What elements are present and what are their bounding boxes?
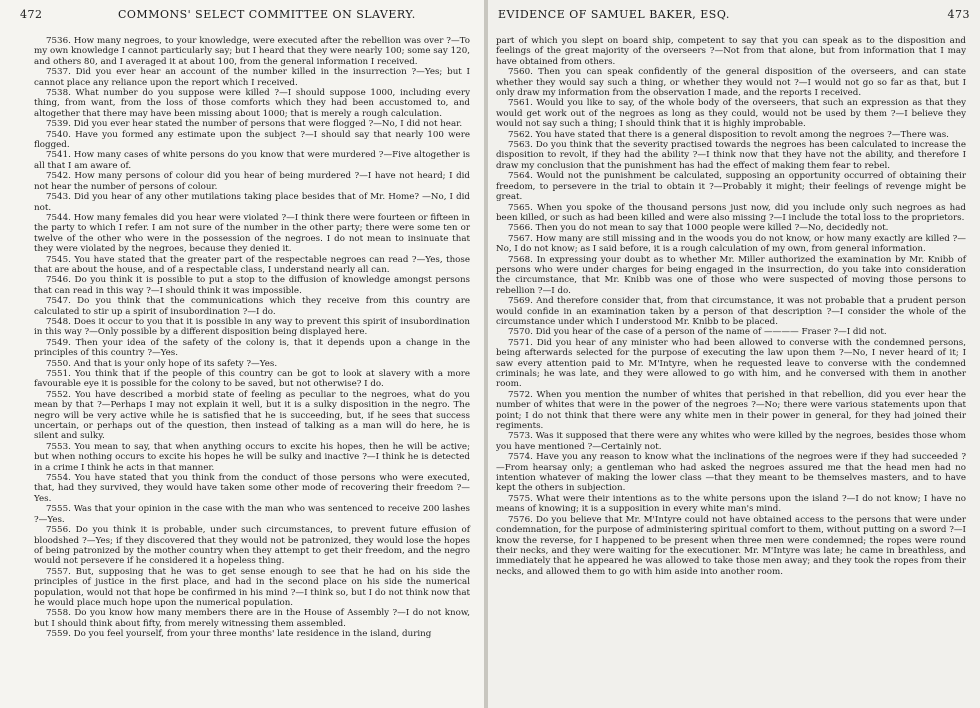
right-page-number: 473 <box>947 8 970 21</box>
paragraph: 7550. And that is your only hope of its safety ?—Yes. <box>46 358 278 369</box>
paragraph: 7556. Do you think it is probable, under such circumstances, to prevent future effusion of bloodshed ?—Yes; if they discovered that they would not be patronized, they would lose the hopes of being patronized by the mother country when they attempt to get their freedom, and the negro would not persevere if he considered it a hopeless thing. <box>34 525 470 567</box>
left-page-body <box>34 36 470 640</box>
paragraph: 7545. You have stated that the greater part of the respectable negroes can read ?—Yes, those that are about the house, and of a respectable class, I understand nearly all can. <box>34 254 470 275</box>
paragraph: 7564. Would not the punishment be calculated, supposing an opportunity occurred of obtaining their freedom, to persevere in the trial to obtain it ?—Probably it might; their feelings of revenge might be great. <box>496 171 966 203</box>
paragraph: 7547. Do you think that the communications which they receive from this country are calculated to stir up a spirit of insubordination ?—I do. <box>34 296 470 317</box>
paragraph: 7543. Did you hear of any other mutilations taking place besides that of Mr. Home? —No, I did not. <box>34 192 470 213</box>
left-page-number: 472 <box>20 8 43 21</box>
continued-paragraph: part of which you slept on board ship, competent to say that you can speak as to the disposition and feelings of the great majority of the overseers ?—Not from that alone, but from information that I may have obtained from others. <box>496 36 966 67</box>
paragraph: 7566. Then you do not mean to say that 1000 people were killed ?—No, decidedly not. <box>508 223 889 234</box>
paragraph: 7575. What were their intentions as to the white persons upon the island ?—I do not know; I have no means of knowing; it is a supposition in every white man's mind. <box>496 493 966 515</box>
paragraph: 7559. Do you feel yourself, from your three months' late residence in the island, during <box>46 629 432 640</box>
paragraph: 7552. You have described a morbid state of feeling as peculiar to the negroes, what do you mean by that ?—Perhaps I may not explain it well, but it is a sulky disposition in the negro. The negro will be very active while he is satisfied that he is succeeding, but, if he sees that success uncertain, or perhaps out of the question, then instead of talking as a man will do here, he is silent and sulky. <box>34 389 470 442</box>
paragraph: 7553. You mean to say, that when anything occurs to excite his hopes, then he will be active; but when nothing occurs to excite his hopes he will be sulky and inactive ?—I think he is detected in a crime I think he acts in that manner. <box>34 441 470 473</box>
paragraph: 7541. How many cases of white persons do you know that were murdered ?—Five altogether is all that I am aware of. <box>34 150 470 171</box>
right-page <box>488 0 980 708</box>
paragraph: 7554. You have stated that you think from the conduct of those persons who were executed, that, had they survived, they would have taken some other mode of recovering their freedom ?—Yes. <box>34 473 470 504</box>
paragraph: 7567. How many are still missing and in the woods you do not know, or how many exactly are killed ?—No, I do not know; as I said before, it is a rough calculation of my own, from general information. <box>496 233 966 255</box>
paragraph: 7562. You have stated that there is a general disposition to revolt among the negroes ?—There was. <box>508 129 949 140</box>
paragraph: 7536. How many negroes, to your knowledge, were executed after the rebellion was over ?—To my own knowledge I cannot particularly say; but I heard that they were nearly 100; some say 120, and others 80, and I averaged it at about 100, from the general information I received. <box>34 36 470 67</box>
paragraph: 7561. Would you like to say, of the whole body of the overseers, that such an expression as that they would get work out of the negroes as long as they could, would not be used by them ?—I believe they would not say such a thing; I should think that it is highly improbable. <box>496 98 966 130</box>
paragraph: 7558. Do you know how many members there are in the House of Assembly ?—I do not know, but I should think about fifty, from merely witnessing them assembled. <box>34 608 470 629</box>
right-page-body <box>496 36 966 577</box>
left-running-title: COMMONS' SELECT COMMITTEE ON SLAVERY. <box>118 8 416 21</box>
paragraph: 7537. Did you ever hear an account of the number killed in the insurrection ?—Yes; but I cannot place any reliance upon the report which I received. <box>34 67 470 88</box>
paragraph: 7540. Have you formed any estimate upon the subject ?—I should say that nearly 100 were flogged. <box>34 129 470 151</box>
paragraph: 7538. What number do you suppose were killed ?—I should suppose 1000, including every thing, from want, from the loss of those comforts which they had been accustomed to, and altogether that there may have been missing about 1000; that is merely a rough calculation. <box>34 88 470 119</box>
paragraph: 7549. Then your idea of the safety of the colony is, that it depends upon a change in the principles of this country ?—Yes. <box>34 337 470 359</box>
paragraph: 7548. Does it occur to you that it is possible in any way to prevent this spirit of insubordination in this way ?—Only possible by a different disposition being displayed here. <box>34 316 470 338</box>
paragraph: 7574. Have you any reason to know what the inclinations of the negroes were if they had succeeded ?—From hearsay only; a gentleman who had asked the negroes assured me that the head men had no intention whatever of making the lower class —that they meant to be themselves masters, and to have kept the others in subjection. <box>496 452 966 494</box>
paragraph: 7542. How many persons of colour did you hear of being murdered ?—I have not heard; I did not hear the number of persons of colour. <box>34 171 470 192</box>
paragraph: 7539. Did you ever hear stated the number of persons that were flogged ?—No, I did not hear. <box>46 119 463 130</box>
paragraph: 7572. When you mention the number of whites that perished in that rebellion, did you ever hear the number of whites that were in the power of the negroes ?—No; there were various statements upon that point; I do not think that there were any white men in their power in general, for they had joined their regiments. <box>496 389 966 432</box>
paragraph: 7557. But, supposing that he was to get sense enough to see that he had on his side the principles of justice in the first place, and had in the second place on his side the numerical population, would not that hope be confirmed in his mind ?—I think so, but I do not think now that he would place much hope upon the numerical population. <box>34 566 470 608</box>
paragraph: 7560. Then you can speak confidently of the general disposition of the overseers, and can state whether they would say such a thing, or whether they would not ?—I would not go so far as that, but I only draw my information from the observation I made, and the reports I received. <box>496 67 966 99</box>
paragraph: 7555. Was that your opinion in the case with the man who was sentenced to receive 200 lashes ?—Yes. <box>34 504 470 525</box>
paragraph: 7568. In expressing your doubt as to whether Mr. Miller authorized the examination by Mr. Knibb of persons who were under charges for being engaged in the insurrection, do you take into consideration the circumstance, that Mr. Knibb was one of those who were suspected of moving those persons to rebellion ?—I do. <box>496 254 966 296</box>
paragraph: 7546. Do you think it is possible to put a stop to the diffusion of knowledge amongst persons that can read in this way ?—I should think it was impossible. <box>34 275 470 296</box>
paragraph: 7573. Was it supposed that there were any whites who were killed by the negroes, besides those whom you have mentioned ?—Certainly not. <box>496 431 966 452</box>
paragraph: 7569. And therefore consider that, from that circumstance, it was not probable that a prudent person would confide in an examination taken by a person of that description ?—I consider the whole of the circumstance under which I understood Mr. Knibb to be placed. <box>496 296 966 327</box>
paragraph: 7565. When you spoke of the thousand persons just now, did you include only such negroes as had been killed, or such as had been killed and were also missing ?—I include the total loss to the proprietors. <box>496 202 966 223</box>
left-page <box>0 0 484 708</box>
paragraph: 7563. Do you think that the severity practised towards the negroes has been calculated to increase the disposition to revolt, if they had the ability ?—I think now that they have not the ability, and therefore I draw my conclusion that the punishment has had the effect of making them fear to rebel. <box>496 140 966 171</box>
paragraph: 7571. Did you hear of any minister who had been allowed to converse with the condemned persons, being afterwards selected for the purpose of executing the law upon them ?—No, I never heard of it; I saw every attention paid to Mr. M'Intyre, when he requested leave to converse with the condemned criminals; he was late, and they were allowed to go with him, and he conversed with them in another room. <box>496 337 966 390</box>
right-running-title: EVIDENCE OF SAMUEL BAKER, ESQ. <box>498 8 730 21</box>
paragraph: 7551. You think that if the people of this country can be got to look at slavery with a more favourable eye it is possible for the colony to be saved, but not otherwise? I do. <box>34 369 470 390</box>
paragraph: 7570. Did you hear of the case of a person of the name of ———— Fraser ?—I did not. <box>508 327 887 338</box>
paragraph: 7544. How many females did you hear were violated ?—I think there were fourteen or fifteen in the party to which I refer. I am not sure of the number in the other party; there were some ten or twelve of the other who were in the possession of the negroes. I do not mean to insinuate that they were violated by the negroes, because they denied it. <box>34 212 470 255</box>
paragraph: 7576. Do you believe that Mr. M'Intyre could not have obtained access to the persons that were under condemnation, for the purpose of administering spiritual comfort to them, without putting on a sword ?—I know the reverse, for I happened to be present when three men were condemned; the ropes were round their necks, and they were waiting for the executioner. Mr. M'Intyre was late; he came in breathless, and immediately that he appeared he was allowed to take those men away; and they took the ropes from their necks, and allowed them to go with him aside into another room. <box>496 514 966 577</box>
